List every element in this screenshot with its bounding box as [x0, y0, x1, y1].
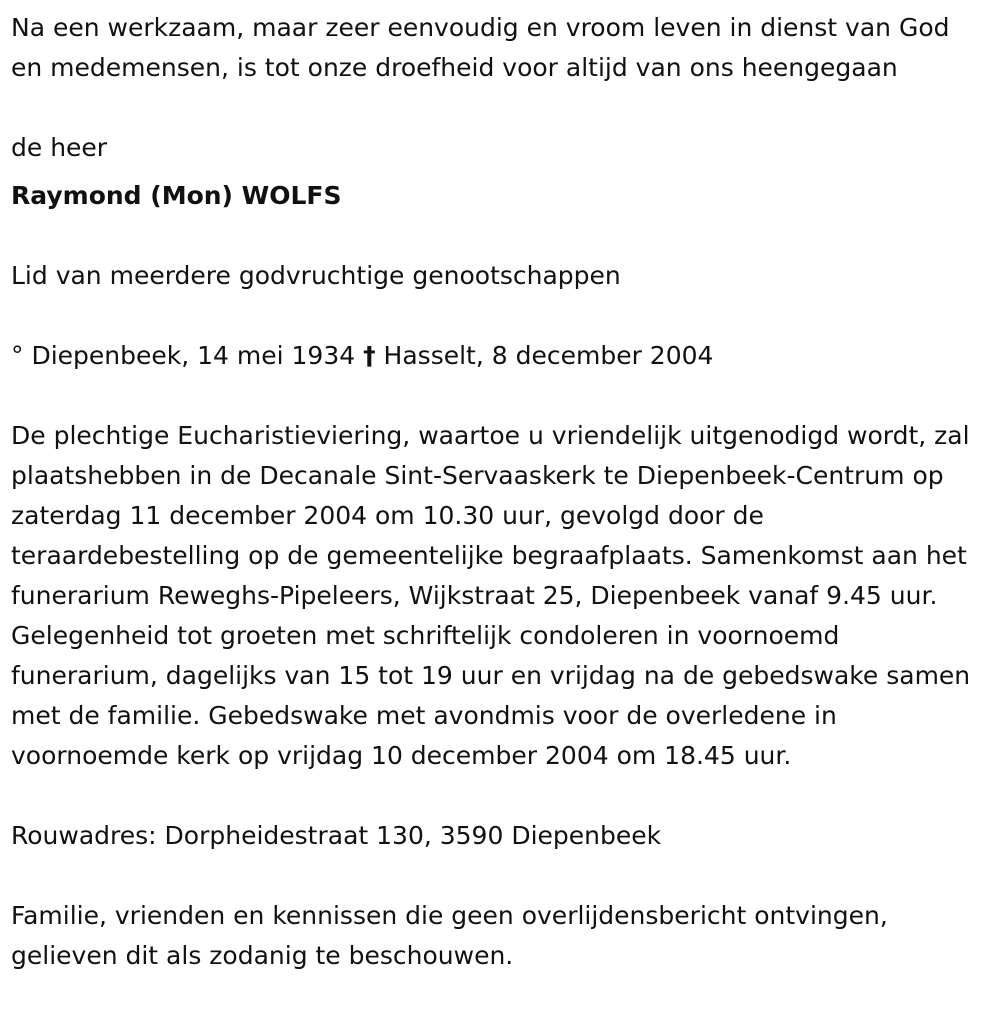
spacer — [11, 376, 988, 416]
mourning-address: Rouwadres: Dorpheidestraat 130, 3590 Diepenbeek — [11, 821, 662, 850]
closing-text: Familie, vrienden en kennissen die geen overlijdensbericht ontvingen, gelieven dit als zodanig te beschouwen. — [11, 901, 888, 970]
spacer — [11, 776, 988, 816]
spacer — [11, 856, 988, 896]
cross-icon: † — [363, 341, 376, 370]
spacer — [11, 216, 988, 256]
spacer — [11, 296, 988, 336]
membership-text: Lid van meerdere godvruchtige genootschappen — [11, 261, 621, 290]
salutation: de heer — [11, 133, 108, 162]
death-info: Hasselt, 8 december 2004 — [383, 341, 714, 370]
birth-info: ° Diepenbeek, 14 mei 1934 — [11, 341, 356, 370]
spacer — [11, 88, 988, 128]
intro-text: Na een werkzaam, maar zeer eenvoudig en vroom leven in dienst van God en medemensen, is tot onze droefheid voor altijd van ons heengegaan — [11, 13, 950, 82]
dates-line — [11, 336, 988, 376]
deceased-name: Raymond (Mon) WOLFS — [11, 181, 342, 210]
ceremony-text: De plechtige Eucharistieviering, waartoe u vriendelijk uitgenodigd wordt, zal plaatshebben in de Decanale Sint-Servaaskerk te Diepenbeek-Centrum op zaterdag 11 december 2004 om 10.30 uur, gevolgd door de teraardebestelling op de gemeentelijke begraafplaats. Samenkomst aan het funerarium Reweghs-Pipeleers, Wijkstraat 25, Diepenbeek vanaf 9.45 uur. Gelegenheid tot groeten met schriftelijk condoleren in voornoemd funerarium, dagelijks van 15 tot 19 uur en vrijdag na de gebedswake samen met de familie. Gebedswake met avondmis voor de overledene in voornoemde kerk op vrijdag 10 december 2004 om 18.45 uur. — [11, 421, 971, 770]
